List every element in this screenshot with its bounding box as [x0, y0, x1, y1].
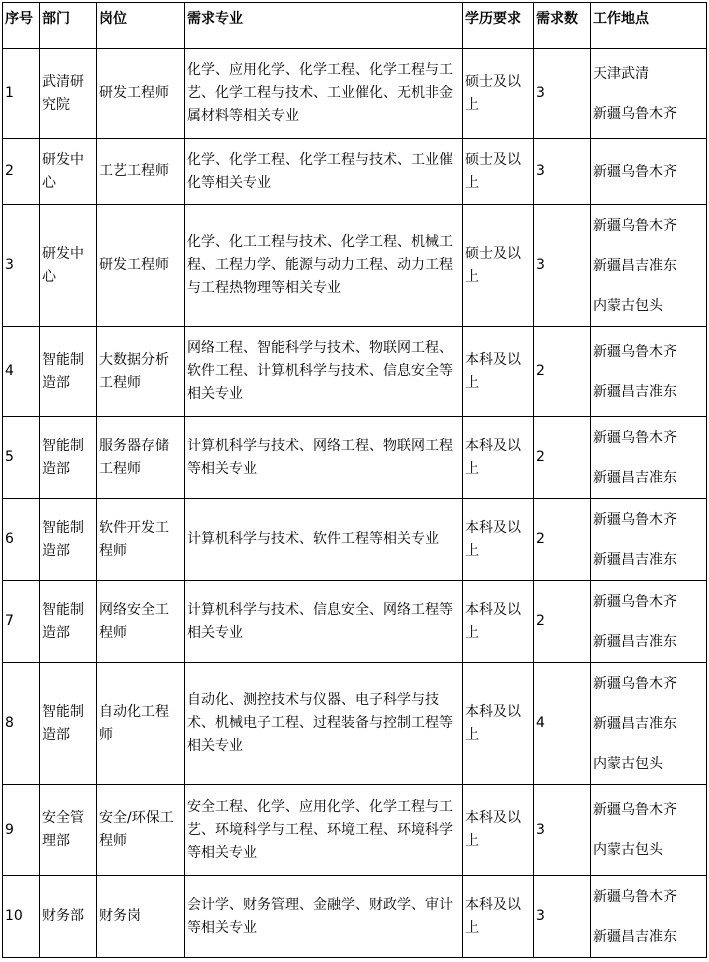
cell-dept: 武清研究院 [40, 49, 97, 139]
cell-count: 4 [534, 663, 591, 785]
cell-no: 1 [3, 49, 40, 139]
location-item: 新疆乌鲁木齐 [593, 163, 677, 180]
cell-edu: 本科及以上 [463, 663, 534, 785]
cell-edu: 本科及以上 [463, 785, 534, 876]
cell-edu: 本科及以上 [463, 499, 534, 581]
location-item: 新疆乌鲁木齐 [593, 675, 677, 692]
cell-locations [591, 139, 707, 205]
cell-dept: 智能制造部 [40, 327, 97, 417]
cell-post: 网络安全工程师 [97, 581, 185, 663]
header-cell-dept: 部门 [40, 3, 97, 49]
cell-post: 研发工程师 [97, 49, 185, 139]
cell-edu: 本科及以上 [463, 581, 534, 663]
cell-major: 自动化、测控技术与仪器、电子科学与技术、机械电子工程、过程装备与控制工程等相关专业 [185, 663, 463, 785]
cell-count: 3 [534, 785, 591, 876]
table-row [3, 49, 707, 139]
cell-no: 7 [3, 581, 40, 663]
table-header-row [3, 3, 707, 49]
table-row [3, 205, 707, 327]
header-cell-location: 工作地点 [591, 3, 707, 49]
table-row [3, 327, 707, 417]
cell-count: 2 [534, 417, 591, 499]
cell-locations [591, 663, 707, 785]
cell-major: 网络工程、智能科学与技术、物联网工程、软件工程、计算机科学与技术、信息安全等相关专业 [185, 327, 463, 417]
location-item: 新疆昌吉准东 [593, 257, 677, 274]
cell-post: 自动化工程师 [97, 663, 185, 785]
location-item: 内蒙古包头 [593, 842, 663, 858]
location-item: 新疆昌吉准东 [593, 715, 677, 732]
cell-post: 软件开发工程师 [97, 499, 185, 581]
cell-edu: 硕士及以上 [463, 205, 534, 327]
recruitment-table [2, 2, 707, 958]
cell-no: 6 [3, 499, 40, 581]
cell-count: 2 [534, 499, 591, 581]
cell-no: 9 [3, 785, 40, 876]
cell-locations [591, 49, 707, 139]
cell-count: 2 [534, 327, 591, 417]
cell-dept: 智能制造部 [40, 581, 97, 663]
location-item: 新疆昌吉准东 [593, 928, 677, 945]
location-item: 新疆乌鲁木齐 [593, 105, 677, 122]
cell-count: 3 [534, 49, 591, 139]
cell-no: 8 [3, 663, 40, 785]
location-item: 新疆乌鲁木齐 [593, 593, 677, 610]
table-row [3, 417, 707, 499]
cell-locations [591, 499, 707, 581]
cell-edu: 本科及以上 [463, 417, 534, 499]
cell-dept: 研发中心 [40, 139, 97, 205]
cell-major: 安全工程、化学、应用化学、化学工程与工艺、环境科学与工程、环境工程、环境科学等相关专业 [185, 785, 463, 876]
cell-no: 5 [3, 417, 40, 499]
cell-major: 计算机科学与技术、软件工程等相关专业 [185, 499, 463, 581]
header-cell-major: 需求专业 [185, 3, 463, 49]
cell-edu: 本科及以上 [463, 327, 534, 417]
table-body [3, 49, 707, 958]
header-cell-post: 岗位 [97, 3, 185, 49]
location-item: 新疆昌吉准东 [593, 383, 677, 400]
table-row [3, 663, 707, 785]
table-row [3, 499, 707, 581]
cell-major: 化学、化工工程与技术、化学工程、机械工程、工程力学、能源与动力工程、动力工程与工程热物理等相关专业 [185, 205, 463, 327]
location-item: 新疆乌鲁木齐 [593, 802, 677, 818]
location-item: 新疆乌鲁木齐 [593, 511, 677, 528]
cell-edu: 本科及以上 [463, 876, 534, 958]
location-item: 新疆乌鲁木齐 [593, 888, 677, 905]
table-row [3, 785, 707, 876]
cell-dept: 智能制造部 [40, 663, 97, 785]
location-item: 新疆昌吉准东 [593, 469, 677, 486]
cell-locations [591, 581, 707, 663]
table-row [3, 139, 707, 205]
header-cell-count: 需求数 [534, 3, 591, 49]
cell-major: 计算机科学与技术、信息安全、网络工程等相关专业 [185, 581, 463, 663]
table-row [3, 876, 707, 958]
header-cell-no: 序号 [3, 3, 40, 49]
location-item: 新疆乌鲁木齐 [593, 429, 677, 446]
location-item: 新疆乌鲁木齐 [593, 343, 677, 360]
cell-dept: 智能制造部 [40, 417, 97, 499]
cell-edu: 硕士及以上 [463, 49, 534, 139]
cell-locations [591, 876, 707, 958]
cell-major: 计算机科学与技术、网络工程、物联网工程等相关专业 [185, 417, 463, 499]
cell-post: 安全/环保工程师 [97, 785, 185, 876]
table-row [3, 581, 707, 663]
cell-post: 服务器存储工程师 [97, 417, 185, 499]
location-item: 内蒙古包头 [593, 755, 663, 772]
cell-no: 3 [3, 205, 40, 327]
header-cell-edu: 学历要求 [463, 3, 534, 49]
cell-dept: 智能制造部 [40, 499, 97, 581]
cell-dept: 研发中心 [40, 205, 97, 327]
cell-edu: 硕士及以上 [463, 139, 534, 205]
cell-no: 4 [3, 327, 40, 417]
cell-major: 化学、应用化学、化学工程、化学工程与工艺、化学工程与技术、工业催化、无机非金属材料等相关专业 [185, 49, 463, 139]
cell-count: 3 [534, 876, 591, 958]
cell-dept: 财务部 [40, 876, 97, 958]
location-item: 内蒙古包头 [593, 297, 663, 314]
cell-locations [591, 327, 707, 417]
cell-count: 3 [534, 139, 591, 205]
cell-major: 会计学、财务管理、金融学、财政学、审计等相关专业 [185, 876, 463, 958]
cell-post: 大数据分析工程师 [97, 327, 185, 417]
cell-locations [591, 417, 707, 499]
location-item: 新疆乌鲁木齐 [593, 217, 677, 234]
cell-post: 研发工程师 [97, 205, 185, 327]
cell-dept: 安全管理部 [40, 785, 97, 876]
cell-post: 财务岗 [97, 876, 185, 958]
cell-major: 化学、化学工程、化学工程与技术、工业催化等相关专业 [185, 139, 463, 205]
cell-count: 3 [534, 205, 591, 327]
cell-locations [591, 205, 707, 327]
cell-locations [591, 785, 707, 876]
cell-post: 工艺工程师 [97, 139, 185, 205]
cell-no: 2 [3, 139, 40, 205]
location-item: 天津武清 [593, 65, 649, 82]
location-item: 新疆昌吉准东 [593, 551, 677, 568]
cell-no: 10 [3, 876, 40, 958]
location-item: 新疆昌吉准东 [593, 633, 677, 650]
cell-count: 2 [534, 581, 591, 663]
